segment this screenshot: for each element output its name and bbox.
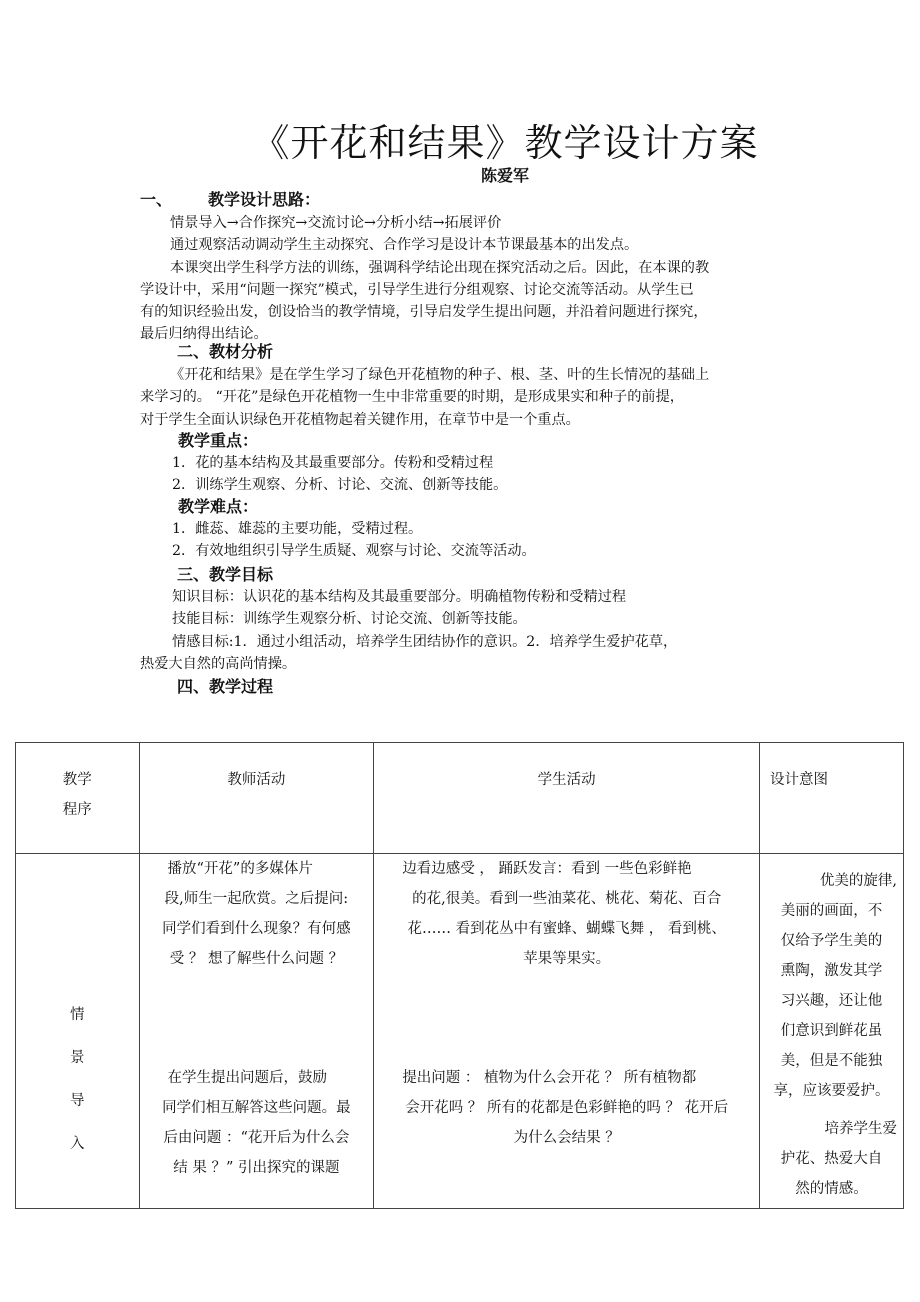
stage-cell <box>16 854 140 1209</box>
emotion-objective-line: 情感目标:1．通过小组活动，培养学生团结协作的意识。2．培养学生爱护花草， <box>172 633 678 650</box>
emotion-objective-line: 热爱大自然的高尚情操。 <box>140 655 297 672</box>
paragraph-line: 《开花和结果》是在学生学习了绿色开花植物的种子、根、茎、叶的生长情况的基础上 <box>170 367 710 383</box>
skill-objective: 技能目标：训练学生观察分析、讨论交流、创新等技能。 <box>172 611 527 628</box>
design-intent-block <box>766 1114 897 1204</box>
text-line: 熏陶，激发其学 <box>780 963 883 979</box>
table-row <box>16 854 904 1209</box>
text-line: 后由问题 ：“花开后为什么会 <box>163 1130 350 1146</box>
student-activity-cell <box>374 854 760 1209</box>
key-point-item: 1．花的基本结构及其最重要部分。传粉和受精过程 <box>172 455 494 471</box>
text-line: 习兴趣，还让他 <box>780 993 883 1009</box>
text-line: 段,师生一起欣赏。之后提问: <box>164 891 349 907</box>
paragraph-line: 学设计中，采用“问题一探究”模式，引导学生进行分组观察、讨论交流等活动。从学生已 <box>140 281 694 298</box>
text-line: 护花、热爱大自 <box>780 1151 883 1167</box>
section-1-heading <box>140 189 320 211</box>
text-line: 同学们相互解答这些问题。最 <box>162 1100 351 1116</box>
key-points-list <box>172 452 817 497</box>
section-2-heading: 二、教材分析 <box>177 342 274 361</box>
difficulty-item: 2．有效地组织引导学生质疑、观察与讨论、交流等活动。 <box>172 543 536 560</box>
design-flow: 情景导入→合作探究→交流讨论→分析小结→拓展评价 <box>170 215 502 231</box>
text-line: 边看边感受 ， 踊跃发言：看到 一些色彩鲜艳 <box>402 861 692 877</box>
paragraph-line: 本课突出学生科学方法的训练，强调科学结论出现在探究活动之后。因此，在本课的教 <box>170 259 710 276</box>
paragraph-line: 来学习的。 “开花”是绿色开花植物一生中非常重要的时期，是形成果实和种子的前提， <box>140 389 684 406</box>
paragraph-line: 有的知识经验出发，创设恰当的教学情境，引导启发学生提出问题，并沿着问题进行探究， <box>140 304 708 321</box>
section-1-title: 教学设计思路： <box>208 190 321 209</box>
text-line: 的花,很美。看到一些油菜花、桃花、菊花、百合 <box>412 891 722 907</box>
text-line: 在学生提出问题后，鼓励 <box>167 1070 328 1086</box>
difficulty-item: 1．雌蕊、雄蕊的主要功能，受精过程。 <box>172 521 423 537</box>
stage-char: 入 <box>70 1136 85 1152</box>
difficulties-list <box>172 518 817 563</box>
stage-char: 导 <box>70 1093 85 1109</box>
text-line: 花…… 看到花丛中有蜜蜂、蝴蝶飞舞 ， 看到桃、 <box>407 921 726 937</box>
author-name: 陈爱军 <box>480 166 529 185</box>
text-line: 同学们看到什么现象？有何感 <box>162 921 351 937</box>
design-intent-cell <box>760 854 904 1209</box>
text-line: 然的情感。 <box>795 1181 868 1197</box>
knowledge-objective: 知识目标：认识花的基本结构及其最重要部分。明确植物传粉和受精过程 <box>172 589 627 605</box>
text-line: 美丽的画面，不 <box>780 903 883 919</box>
page-title: 《开花和结果》教学设计方案 <box>251 121 759 165</box>
header-teacher-activity: 教师活动 <box>139 743 374 854</box>
text-line: 美，但是不能独 <box>780 1053 883 1069</box>
header-stage-line: 教学 <box>62 772 92 788</box>
header-stage <box>16 743 140 854</box>
header-stage-line: 程序 <box>62 802 92 818</box>
section-3-heading: 三、教学目标 <box>177 565 274 584</box>
teacher-activity-block <box>140 854 374 974</box>
text-line: 播放“开花”的多媒体片 <box>167 861 313 877</box>
key-points-heading: 教学重点： <box>178 431 259 450</box>
header-design-intent: 设计意图 <box>760 743 904 854</box>
key-point-item: 2．训练学生观察、分析、讨论、交流、创新等技能。 <box>172 477 508 494</box>
text-line: 结 果 ？” 引出探究的课题 <box>173 1160 340 1176</box>
text-line: 为什么会结果 ？ <box>513 1130 620 1146</box>
teacher-activity-block <box>140 1063 374 1183</box>
teacher-activity-cell <box>139 854 374 1209</box>
text-line: 们意识到鲜花虽 <box>780 1023 883 1039</box>
text-line: 优美的旋律, <box>819 873 897 889</box>
section-3-body <box>140 586 785 675</box>
text-line: 提出问题 ： 植物为什么会开花 ？ 所有植物都 <box>402 1070 697 1086</box>
paragraph-line: 对于学生全面认识绿色开花植物起着关键作用，在章节中是一个重点。 <box>140 411 580 428</box>
text-line: 仅给予学生美的 <box>780 933 883 949</box>
section-2-body <box>140 364 785 431</box>
text-line: 培养学生爱 <box>824 1121 897 1137</box>
section-4-heading: 四、教学过程 <box>177 677 274 696</box>
table-header-row <box>16 743 904 854</box>
paragraph-line: 最后归纳得出结论。 <box>140 326 268 343</box>
section-1-number: 一、 <box>140 190 173 209</box>
text-line: 苹果等果实。 <box>523 951 611 967</box>
student-activity-block <box>374 854 759 974</box>
text-line: 会开花吗 ？ 所有的花都是色彩鲜艳的吗 ？ 花开后 <box>405 1100 729 1116</box>
stage-char: 情 <box>70 1007 85 1023</box>
design-intent-block <box>766 866 897 1106</box>
stage-char: 景 <box>70 1050 85 1066</box>
student-activity-block <box>374 1063 759 1153</box>
teaching-process-table <box>15 742 904 1209</box>
section-1-body <box>140 212 785 346</box>
text-line: 受 ？ 想了解些什么问题 ？ <box>169 951 344 967</box>
difficulties-heading: 教学难点： <box>178 497 259 516</box>
text-line: 享，应该要爱护。 <box>773 1083 890 1099</box>
header-student-activity: 学生活动 <box>374 743 760 854</box>
paragraph: 通过观察活动调动学生主动探究、合作学习是设计本节课最基本的出发点。 <box>170 237 639 254</box>
